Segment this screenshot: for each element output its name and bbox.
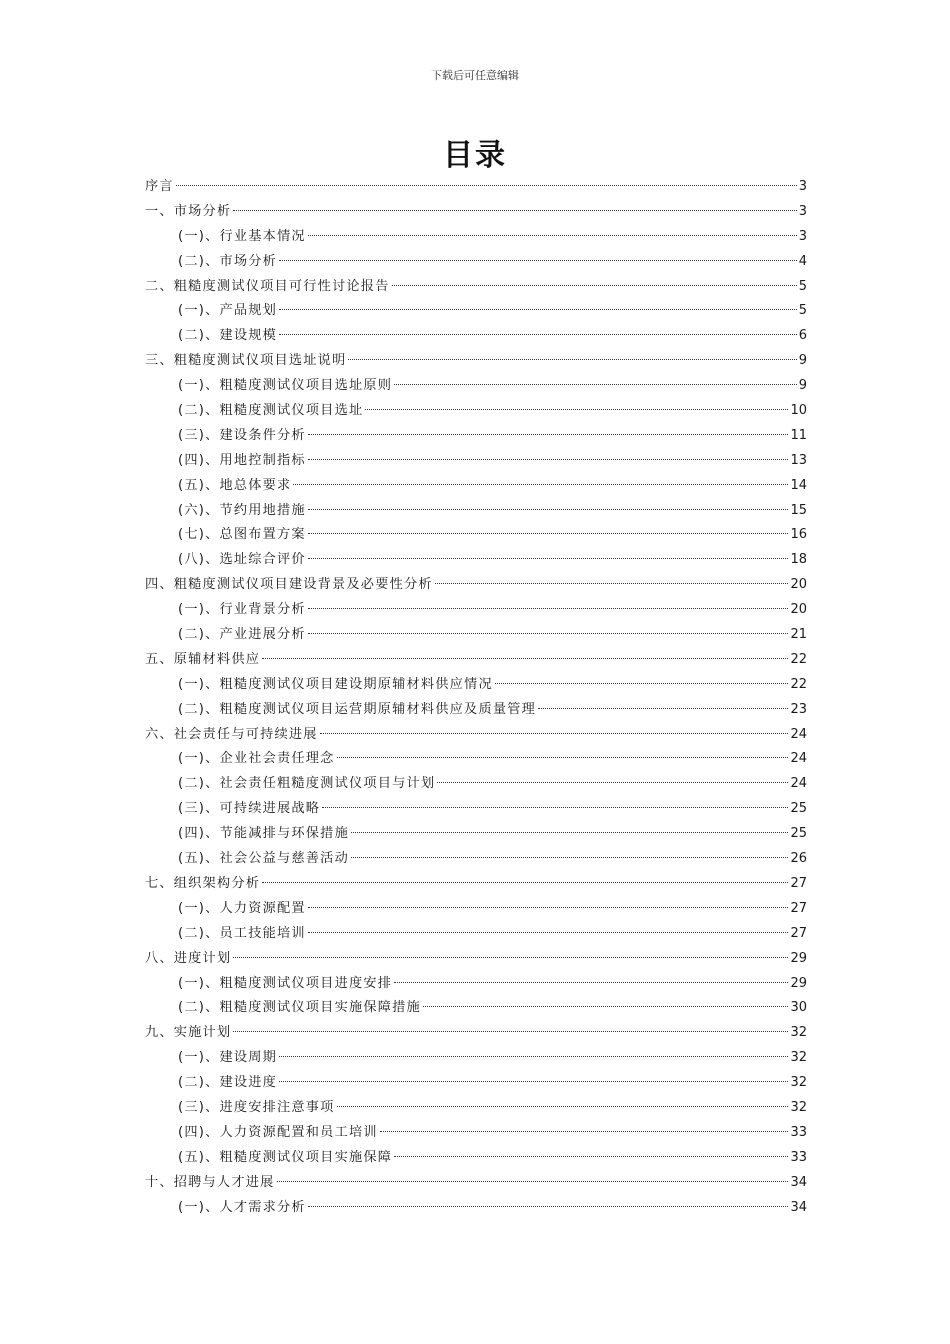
toc-entry-page-number: 20 — [790, 602, 807, 618]
toc-entry-label: (五)、地总体要求 — [178, 477, 292, 493]
toc-entry-section[interactable] — [145, 897, 807, 922]
toc-dot-leader — [394, 1156, 788, 1157]
toc-dot-leader — [293, 484, 788, 485]
toc-entry-page-number: 10 — [790, 403, 807, 419]
toc-dot-leader — [308, 608, 789, 609]
toc-entry-page-number: 3 — [798, 179, 807, 194]
toc-entry-label: 四、粗糙度测试仪项目建设背景及必要性分析 — [145, 577, 433, 593]
toc-entry-page-number: 22 — [790, 676, 807, 692]
toc-entry-section[interactable] — [145, 847, 807, 872]
toc-entry-section[interactable] — [145, 772, 807, 797]
toc-entry-chapter[interactable] — [145, 275, 807, 300]
toc-entry-page-number: 32 — [790, 1099, 807, 1115]
toc-entry-section[interactable] — [145, 474, 807, 499]
toc-dot-leader — [337, 757, 789, 758]
toc-entry-section[interactable] — [145, 225, 807, 250]
toc-entry-label: 二、粗糙度测试仪项目可行性讨论报告 — [145, 278, 390, 294]
toc-entry-chapter[interactable] — [145, 175, 807, 200]
toc-entry-section[interactable] — [145, 822, 807, 847]
toc-dot-leader — [277, 1181, 789, 1182]
toc-entry-label: (一)、行业基本情况 — [178, 228, 306, 244]
toc-dot-leader — [437, 782, 788, 783]
toc-entry-chapter[interactable] — [145, 723, 807, 748]
toc-entry-page-number: 9 — [798, 378, 807, 394]
toc-dot-leader — [308, 235, 797, 236]
toc-entry-section[interactable] — [145, 797, 807, 822]
toc-entry-label: (二)、产业进展分析 — [178, 627, 306, 643]
toc-dot-leader — [394, 982, 788, 983]
toc-dot-leader — [320, 733, 789, 734]
toc-dot-leader — [495, 683, 789, 684]
toc-entry-section[interactable] — [145, 424, 807, 449]
toc-entry-chapter[interactable] — [145, 349, 807, 374]
toc-entry-page-number: 32 — [790, 1050, 807, 1066]
toc-entry-page-number: 20 — [790, 577, 807, 593]
toc-entry-page-number: 6 — [798, 328, 807, 344]
toc-entry-section[interactable] — [145, 1196, 807, 1221]
toc-dot-leader — [262, 658, 788, 659]
toc-entry-label: 序言 — [145, 179, 174, 194]
toc-entry-chapter[interactable] — [145, 872, 807, 897]
toc-entry-label: 十、招聘与人才进展 — [145, 1174, 275, 1190]
toc-entry-section[interactable] — [145, 250, 807, 275]
toc-entry-label: (七)、总图布置方案 — [178, 527, 306, 543]
toc-entry-label: (二)、市场分析 — [178, 253, 278, 269]
toc-entry-label: (二)、建设进度 — [178, 1075, 278, 1091]
toc-entry-page-number: 9 — [798, 353, 807, 369]
toc-entry-page-number: 25 — [790, 826, 807, 842]
toc-entry-label: (四)、节能减排与环保措施 — [178, 826, 349, 842]
toc-entry-section[interactable] — [145, 548, 807, 573]
toc-entry-label: (一)、粗糙度测试仪项目进度安排 — [178, 975, 393, 991]
toc-dot-leader — [279, 1056, 788, 1057]
toc-entry-page-number: 18 — [790, 552, 807, 568]
toc-entry-page-number: 24 — [790, 751, 807, 767]
toc-entry-page-number: 25 — [790, 801, 807, 817]
toc-dot-leader — [233, 957, 788, 958]
toc-entry-page-number: 34 — [790, 1174, 807, 1190]
toc-entry-page-number: 14 — [790, 477, 807, 493]
toc-entry-section[interactable] — [145, 972, 807, 997]
toc-entry-label: (二)、建设规模 — [178, 328, 278, 344]
toc-entry-page-number: 15 — [790, 502, 807, 518]
toc-dot-leader — [394, 384, 797, 385]
toc-entry-label: 一、市场分析 — [145, 203, 232, 219]
toc-dot-leader — [337, 1106, 789, 1107]
toc-entry-page-number: 5 — [798, 303, 807, 319]
toc-dot-leader — [308, 932, 789, 933]
toc-entry-chapter[interactable] — [145, 1021, 807, 1046]
toc-entry-page-number: 27 — [790, 925, 807, 941]
toc-entry-section[interactable] — [145, 1146, 807, 1171]
toc-entry-label: 九、实施计划 — [145, 1025, 232, 1041]
toc-entry-section[interactable] — [145, 673, 807, 698]
toc-entry-label: (二)、粗糙度测试仪项目运营期原辅材料供应及质量管理 — [178, 701, 536, 717]
toc-entry-page-number: 27 — [790, 875, 807, 891]
toc-title: 目录 — [443, 138, 507, 173]
toc-entry-label: (一)、粗糙度测试仪项目选址原则 — [178, 378, 393, 394]
toc-entry-label: (一)、建设周期 — [178, 1050, 278, 1066]
toc-entry-label: (五)、粗糙度测试仪项目实施保障 — [178, 1149, 393, 1165]
toc-entry-page-number: 27 — [790, 900, 807, 916]
toc-entry-chapter[interactable] — [145, 1171, 807, 1196]
toc-dot-leader — [351, 832, 789, 833]
toc-entry-label: (三)、建设条件分析 — [178, 427, 306, 443]
toc-entry-chapter[interactable] — [145, 648, 807, 673]
toc-entry-page-number: 34 — [790, 1199, 807, 1215]
toc-entry-section[interactable] — [145, 324, 807, 349]
toc-entry-label: (二)、社会责任粗糙度测试仪项目与计划 — [178, 776, 436, 792]
toc-entry-page-number: 32 — [790, 1025, 807, 1041]
page-header: 下载后可任意编辑 — [431, 69, 519, 82]
toc-entry-page-number: 11 — [790, 427, 807, 443]
toc-entry-page-number: 23 — [790, 701, 807, 717]
toc-entry-label: 六、社会责任与可持续进展 — [145, 726, 318, 742]
toc-entry-page-number: 22 — [790, 651, 807, 667]
toc-dot-leader — [233, 1031, 788, 1032]
toc-entry-label: (三)、可持续进展战略 — [178, 801, 321, 817]
toc-entry-page-number: 33 — [790, 1124, 807, 1140]
toc-dot-leader — [348, 359, 796, 360]
toc-dot-leader — [423, 1006, 789, 1007]
toc-dot-leader — [262, 882, 788, 883]
toc-entry-label: 七、组织架构分析 — [145, 875, 261, 891]
toc-entry-page-number: 30 — [790, 1000, 807, 1016]
toc-dot-leader — [308, 434, 789, 435]
toc-entry-section[interactable] — [145, 747, 807, 772]
toc-dot-leader — [308, 509, 789, 510]
toc-entry-section[interactable] — [145, 399, 807, 424]
toc-dot-leader — [308, 633, 789, 634]
toc-dot-leader — [392, 285, 797, 286]
toc-entry-label: (一)、人才需求分析 — [178, 1199, 306, 1215]
toc-entry-page-number: 4 — [798, 253, 807, 269]
toc-dot-leader — [279, 1081, 788, 1082]
toc-entry-label: (一)、行业背景分析 — [178, 602, 306, 618]
toc-dot-leader — [176, 185, 797, 186]
toc-dot-leader — [308, 459, 789, 460]
toc-dot-leader — [233, 210, 796, 211]
toc-entry-label: (二)、粗糙度测试仪项目选址 — [178, 403, 364, 419]
toc-dot-leader — [351, 857, 789, 858]
toc-entry-section[interactable] — [145, 598, 807, 623]
toc-dot-leader — [279, 334, 797, 335]
toc-entry-section[interactable] — [145, 449, 807, 474]
toc-entry-label: (一)、人力资源配置 — [178, 900, 306, 916]
toc-dot-leader — [365, 409, 788, 410]
toc-dot-leader — [308, 533, 789, 534]
toc-entry-label: (二)、粗糙度测试仪项目实施保障措施 — [178, 1000, 421, 1016]
toc-dot-leader — [308, 558, 789, 559]
toc-entry-page-number: 21 — [790, 627, 807, 643]
toc-entry-page-number: 3 — [798, 228, 807, 244]
toc-entry-label: 五、原辅材料供应 — [145, 651, 261, 667]
toc-entry-section[interactable] — [145, 499, 807, 524]
toc-entry-section[interactable] — [145, 299, 807, 324]
toc-entry-page-number: 26 — [790, 851, 807, 867]
toc-entry-page-number: 32 — [790, 1075, 807, 1091]
toc-entry-section[interactable] — [145, 922, 807, 947]
toc-entry-page-number: 16 — [790, 527, 807, 543]
toc-entry-page-number: 5 — [798, 278, 807, 294]
toc-entry-label: (四)、人力资源配置和员工培训 — [178, 1124, 378, 1140]
toc-entry-section[interactable] — [145, 623, 807, 648]
toc-entry-chapter[interactable] — [145, 573, 807, 598]
toc-entry-chapter[interactable] — [145, 947, 807, 972]
toc-entry-label: (八)、选址综合评价 — [178, 552, 306, 568]
toc-entry-section[interactable] — [145, 698, 807, 723]
toc-dot-leader — [308, 1206, 789, 1207]
toc-entry-page-number: 24 — [790, 726, 807, 742]
toc-dot-leader — [308, 907, 789, 908]
toc-entry-label: (一)、粗糙度测试仪项目建设期原辅材料供应情况 — [178, 676, 493, 692]
toc-entry-page-number: 29 — [790, 950, 807, 966]
toc-dot-leader — [538, 708, 788, 709]
toc-entry-chapter[interactable] — [145, 200, 807, 225]
toc-dot-leader — [279, 260, 797, 261]
toc-dot-leader — [380, 1131, 789, 1132]
toc-entry-label: (二)、员工技能培训 — [178, 925, 306, 941]
toc-dot-leader — [435, 583, 789, 584]
toc-entry-label: (一)、企业社会责任理念 — [178, 751, 335, 767]
toc-entry-section[interactable] — [145, 1071, 807, 1096]
toc-entry-label: 三、粗糙度测试仪项目选址说明 — [145, 353, 347, 369]
toc-entry-label: (六)、节约用地措施 — [178, 502, 306, 518]
toc-list — [145, 175, 807, 1220]
toc-entry-section[interactable] — [145, 996, 807, 1021]
toc-entry-page-number: 33 — [790, 1149, 807, 1165]
toc-entry-label: 八、进度计划 — [145, 950, 232, 966]
toc-entry-label: (五)、社会公益与慈善活动 — [178, 851, 349, 867]
toc-entry-section[interactable] — [145, 1121, 807, 1146]
toc-entry-label: (一)、产品规划 — [178, 303, 278, 319]
toc-entry-label: (四)、用地控制指标 — [178, 452, 306, 468]
toc-dot-leader — [279, 309, 797, 310]
toc-entry-section[interactable] — [145, 523, 807, 548]
toc-entry-section[interactable] — [145, 374, 807, 399]
toc-entry-page-number: 13 — [790, 452, 807, 468]
toc-entry-page-number: 24 — [790, 776, 807, 792]
toc-dot-leader — [322, 807, 788, 808]
toc-entry-section[interactable] — [145, 1046, 807, 1071]
toc-entry-page-number: 3 — [798, 203, 807, 219]
toc-entry-page-number: 29 — [790, 975, 807, 991]
toc-entry-section[interactable] — [145, 1096, 807, 1121]
toc-entry-label: (三)、进度安排注意事项 — [178, 1099, 335, 1115]
